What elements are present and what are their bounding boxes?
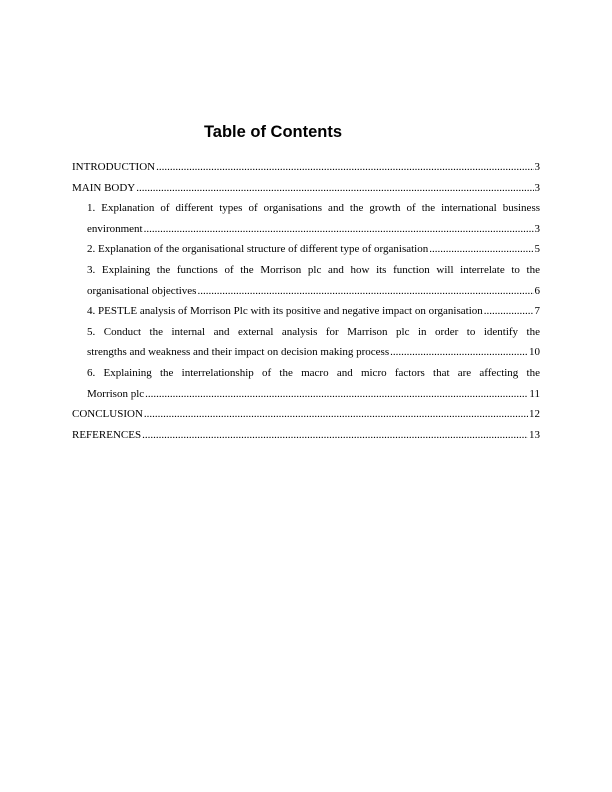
toc-entry[interactable] (72, 157, 540, 178)
toc-entry[interactable] (72, 178, 540, 199)
toc-entry-label: 4. PESTLE analysis of Morrison Plc with its positive and negative impact on organisation (87, 305, 483, 318)
toc-entry-label: organisational objectives (87, 284, 197, 297)
toc-page-number: 11 (529, 387, 540, 400)
dot-leader (144, 404, 528, 425)
toc-entry-row (72, 425, 540, 446)
table-of-contents (72, 157, 540, 445)
toc-entry-label: INTRODUCTION (72, 161, 156, 173)
dot-leader (390, 342, 528, 363)
toc-entry-text-line: 5. Conduct the internal and external analysis for Marrison plc in order to identify the (87, 325, 540, 338)
toc-entry[interactable] (72, 363, 540, 404)
toc-entry-text-line: 3. Explaining the functions of the Morrison plc and how its function will interrelate to the (87, 263, 540, 276)
toc-page-number: 3 (534, 161, 540, 173)
dot-leader (197, 281, 533, 302)
toc-entry-row (72, 157, 540, 178)
toc-entry-label: MAIN BODY (72, 181, 136, 194)
dot-leader (156, 157, 533, 178)
toc-entry-text-line: 1. Explanation of different types of organisations and the growth of the international business (87, 202, 540, 215)
toc-entry-row (87, 384, 540, 405)
toc-page-number: 5 (534, 243, 540, 256)
dot-leader (429, 239, 533, 260)
toc-entry-label: 2. Explanation of the organisational structure of different type of organisation (87, 243, 429, 256)
toc-entry-row (87, 301, 540, 322)
toc-page-number: 7 (534, 305, 540, 318)
toc-page-number: 13 (529, 428, 540, 441)
toc-entry-row (87, 219, 540, 240)
toc-entry-label: strengths and weakness and their impact on decision making process (87, 346, 390, 359)
dot-leader (142, 425, 528, 446)
toc-page-number: 10 (529, 346, 540, 359)
toc-entry-row (72, 404, 540, 425)
toc-entry-row (87, 239, 540, 260)
dot-leader (136, 178, 533, 199)
toc-entry-label: environment (87, 222, 143, 235)
toc-entry[interactable] (72, 260, 540, 301)
toc-entry[interactable] (72, 404, 540, 425)
toc-entry[interactable] (72, 322, 540, 363)
dot-leader (145, 384, 528, 405)
toc-entry-label: REFERENCES (72, 428, 142, 441)
toc-entry-row (87, 281, 540, 302)
toc-entry-text-line: 6. Explaining the interrelationship of the macro and micro factors that are affecting the (87, 366, 540, 379)
toc-entry-row (72, 178, 540, 199)
toc-page-number: 6 (534, 284, 540, 297)
toc-entry[interactable] (72, 239, 540, 260)
toc-entry[interactable] (72, 425, 540, 446)
toc-entry-row (87, 342, 540, 363)
toc-page-number: 3 (534, 181, 540, 194)
dot-leader (144, 219, 534, 240)
dot-leader (484, 301, 534, 322)
toc-entry[interactable] (72, 301, 540, 322)
toc-entry[interactable] (72, 198, 540, 239)
toc-title: Table of Contents (203, 123, 343, 141)
toc-page-number: 3 (534, 222, 540, 235)
toc-page-number: 12 (529, 408, 540, 421)
toc-entry-label: CONCLUSION (72, 408, 143, 421)
toc-entry-label: Morrison plc (87, 387, 145, 400)
